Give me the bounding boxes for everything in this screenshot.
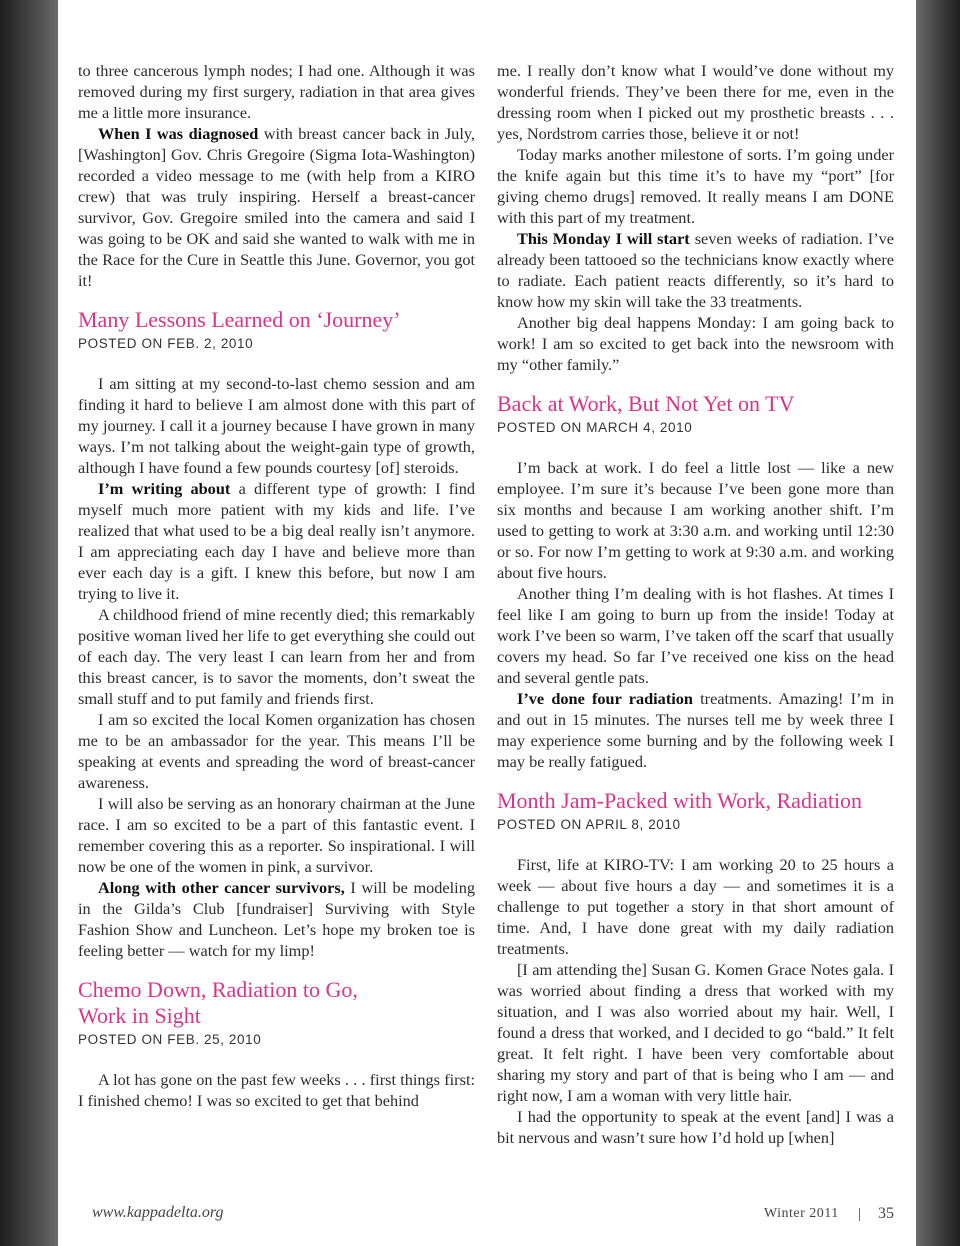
section-heading <box>78 977 475 1029</box>
lead-in: When I was diagnosed <box>98 124 259 143</box>
paragraph: A childhood friend of mine recently died; this remarkably positive woman lived her life to get everything she could out of each day. The very least I can learn from her and from this breast cancer, is to savor the moments, don’t sweat the small stuff and to put family and friends first. <box>78 605 475 708</box>
posted-date: POSTED ON FEB. 25, 2010 <box>78 1032 262 1047</box>
paragraph-text: with breast cancer back in July, [Washington] Gov. Chris Gregoire (Sigma Iota-Washington) recorded a video message to me (with help from a KIRO crew) that was truly inspiring. Herself a breast-cancer survivor, Gov. Gregoire smiled into the camera and said I was going to be OK and said she wanted to walk with me in the Race for the Cure in Seattle this June. Governor, you got it! <box>78 124 475 290</box>
paragraph: First, life at KIRO-TV: I am working 20 to 25 hours a week — about five hours a day — and sometimes it is a challenge to put together a story in that short amount of time. And, I have done great with my daily radiation treatments. <box>497 855 894 958</box>
paragraph-text: treatments. Amazing! I’m in and out in 15 minutes. The nurses tell me by week three I may experience some burning and by the following week I may be really fatigued. <box>497 689 894 771</box>
paragraph: I will also be serving as an honorary chairman at the June race. I am so excited to be a part of this fantastic event. I remember covering this as a reporter. So inspirational. I will now be one of the women in pink, a survivor. <box>78 794 475 876</box>
paragraph: A lot has gone on the past few weeks . . . first things first: I finished chemo! I was so excited to get that behind <box>78 1070 475 1110</box>
lead-in: This Monday I will start <box>517 229 690 248</box>
footer-issue: Winter 2011 <box>764 1206 839 1221</box>
paragraph <box>78 877 475 961</box>
lead-in: I’ve done four radiation <box>517 689 693 708</box>
paragraph <box>78 123 475 291</box>
lead-in: Along with other cancer survivors, <box>98 878 345 897</box>
posted-date: POSTED ON APRIL 8, 2010 <box>497 817 681 832</box>
paragraph-text: a different type of growth: I find myself much more patient with my kids and life. I’ve realized that what used to be a big deal really isn’t anymore. I am appreciating each day I have and believe more than ever each day is a gift. I knew this before, but now I am trying to live it. <box>78 479 475 603</box>
lead-in: I’m writing about <box>98 479 231 498</box>
paragraph: Another big deal happens Monday: I am going back to work! I am so excited to get back into the newsroom with my “other family.” <box>497 313 894 374</box>
paragraph: to three cancerous lymph nodes; I had one. Although it was removed during my first surgery, radiation in that area gives me a little more insurance. <box>78 61 475 122</box>
left-column <box>78 60 475 1111</box>
paragraph <box>78 478 475 604</box>
paragraph: me. I really don’t know what I would’ve done without my wonderful friends. They’ve been there for me, even in the dressing room when I picked out my prosthetic breasts . . . yes, Nordstrom carries those, believe it or not! <box>497 61 894 143</box>
footer-separator: | <box>858 1206 862 1222</box>
section-heading-line: Chemo Down, Radiation to Go, <box>78 977 358 1002</box>
paragraph: I had the opportunity to speak at the event [and] I was a bit nervous and wasn’t sure how I’d hold up [when] <box>497 1107 894 1147</box>
paragraph: [I am attending the] Susan G. Komen Grace Notes gala. I was worried about finding a dress that worked with my situation, and I was also worried about my hair. Well, I found a dress that worked, and I decided to go “bald.” It felt great. It felt right. I have been very comfortable about sharing my story and part of that is being who I am — and right now, I am a woman with very little hair. <box>497 960 894 1105</box>
section-heading-line: Work in Sight <box>78 1003 201 1028</box>
page-edge-right <box>916 0 960 1246</box>
paragraph: I am so excited the local Komen organization has chosen me to be an ambassador for the year. This means I’ll be speaking at events and spreading the word of breast-cancer awareness. <box>78 710 475 792</box>
footer-website: www.kappadelta.org <box>92 1204 224 1221</box>
section-heading: Month Jam-Packed with Work, Radiation <box>497 788 863 813</box>
paragraph <box>497 228 894 312</box>
paragraph: Today marks another milestone of sorts. I’m going under the knife again but this time it’s to have my “port” [for giving chemo drugs] removed. It really means I am DONE with this part of my treatment. <box>497 145 894 227</box>
paragraph: Another thing I’m dealing with is hot flashes. At times I feel like I am going to burn up from the inside! Today at work I’ve been so warm, I’ve taken off the scarf that usually covers my head. So far I’ve received one kiss on the head and several gentle pats. <box>497 584 894 687</box>
paragraph-text: I will be modeling in the Gilda’s Club [fundraiser] Surviving with Style Fashion Show and Luncheon. Let’s hope my broken toe is feeling better — watch for my limp! <box>78 878 475 960</box>
paragraph: I am sitting at my second-to-last chemo session and am finding it hard to believe I am almost done with this part of my journey. I call it a journey because I have grown in many ways. I’m not talking about the weight-gain type of growth, although I have found a few pounds courtesy [of] steroids. <box>78 374 475 477</box>
section-heading: Many Lessons Learned on ‘Journey’ <box>78 307 401 332</box>
magazine-page <box>58 0 916 1246</box>
posted-date: POSTED ON FEB. 2, 2010 <box>78 336 254 351</box>
posted-date: POSTED ON MARCH 4, 2010 <box>497 420 693 435</box>
page-number: 35 <box>878 1205 894 1222</box>
paragraph <box>497 688 894 772</box>
right-column <box>497 60 894 1148</box>
paragraph-text: seven weeks of radiation. I’ve already been tattooed so the technicians know exactly where to radiate. Each patient reacts differently, so it’s hard to know how my skin will take the 33 treatments. <box>497 229 894 311</box>
page-edge-left <box>0 0 58 1246</box>
paragraph: I’m back at work. I do feel a little lost — like a new employee. I’m sure it’s because I’ve been gone more than six months and because I am working another shift. I’m used to getting to work at 3:30 a.m. and working until 12:30 or so. For now I’m getting to work at 9:30 a.m. and working about five hours. <box>497 458 894 582</box>
section-heading: Back at Work, But Not Yet on TV <box>497 391 795 416</box>
